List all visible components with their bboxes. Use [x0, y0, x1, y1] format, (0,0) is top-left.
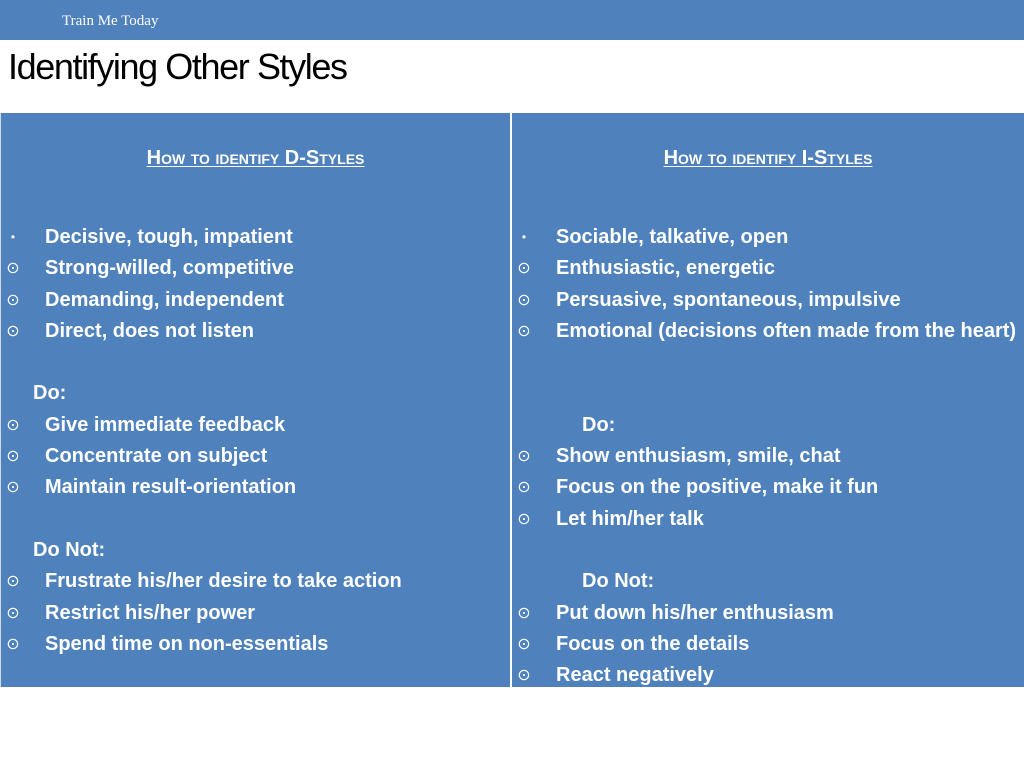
trait-text: Demanding, independent	[45, 288, 284, 311]
list-item	[512, 598, 1024, 629]
d-styles-column	[0, 113, 512, 689]
trait-text: Decisive, tough, impatient	[45, 226, 293, 248]
list-item	[1, 316, 510, 347]
list-item	[1, 222, 510, 253]
trait-text: Direct, does not listen	[45, 319, 254, 342]
do-not-subheading-row	[1, 535, 510, 566]
do-item-text: Focus on the positive, make it fun	[556, 476, 879, 499]
bullet-circle-dot-icon: ⊙	[517, 291, 531, 309]
spacer	[1, 504, 510, 535]
bullet-circle-dot-icon: ⊙	[517, 479, 531, 497]
d-styles-heading: How to identify D-Styles	[146, 147, 365, 169]
i-styles-heading: How to identify I-Styles	[663, 147, 873, 169]
trait-text: Persuasive, spontaneous, impulsive	[556, 288, 901, 311]
do-not-subheading-row	[512, 566, 1024, 597]
bullet-circle-dot-icon: ⊙	[517, 604, 531, 622]
list-item	[512, 660, 1024, 689]
bullet-circle-dot-icon: ⊙	[517, 635, 531, 653]
styles-table	[0, 111, 1024, 687]
do-not-item-text: Spend time on non-essentials	[45, 632, 329, 655]
list-item	[1, 410, 510, 441]
do-subheading-row	[512, 410, 1024, 441]
bullet-circle-dot-icon: ⊙	[6, 448, 20, 466]
do-item-text: Let him/her talk	[556, 507, 704, 530]
list-item	[1, 629, 510, 660]
do-item-text: Show enthusiasm, smile, chat	[556, 445, 841, 468]
list-item	[1, 253, 510, 284]
bullet-circle-dot-icon: ⊙	[6, 635, 20, 653]
list-item	[1, 441, 510, 472]
slide-title: Identifying Other Styles	[8, 46, 347, 87]
trait-text: Strong-willed, competitive	[45, 257, 294, 280]
bullet-dot-icon: •	[521, 230, 527, 244]
list-item	[512, 441, 1024, 472]
list-item	[512, 504, 1024, 535]
brand-label: Train Me Today	[62, 13, 159, 29]
list-item	[512, 629, 1024, 660]
do-not-label: Do Not:	[582, 570, 655, 593]
list-item	[1, 285, 510, 316]
do-item-text: Maintain result-orientation	[45, 476, 297, 499]
do-item-text: Concentrate on subject	[45, 445, 268, 468]
do-label: Do:	[582, 413, 616, 436]
bullet-circle-dot-icon: ⊙	[6, 573, 20, 591]
bullet-circle-dot-icon: ⊙	[517, 448, 531, 466]
do-not-label: Do Not:	[33, 538, 106, 561]
bullet-circle-dot-icon: ⊙	[517, 510, 531, 528]
do-label: Do:	[33, 382, 67, 405]
do-not-item-text: React negatively	[556, 664, 714, 687]
bullet-circle-dot-icon: ⊙	[6, 322, 20, 340]
trait-text: Enthusiastic, energetic	[556, 257, 775, 280]
i-styles-column	[512, 113, 1024, 689]
do-subheading-row	[1, 378, 510, 409]
list-item	[1, 472, 510, 503]
list-item	[512, 285, 1024, 316]
do-item-text: Give immediate feedback	[45, 413, 286, 436]
spacer	[1, 347, 510, 378]
bullet-circle-dot-icon: ⊙	[6, 291, 20, 309]
do-not-item-text: Frustrate his/her desire to take action	[45, 570, 402, 593]
list-item	[512, 472, 1024, 503]
bullet-circle-dot-icon: ⊙	[6, 416, 20, 434]
i-styles-body	[512, 222, 1024, 689]
spacer	[512, 535, 1024, 566]
bullet-dot-icon: •	[10, 230, 16, 244]
list-item	[1, 598, 510, 629]
list-item	[512, 253, 1024, 284]
list-item	[512, 222, 1024, 253]
d-styles-body	[1, 222, 510, 660]
bullet-circle-dot-icon: ⊙	[6, 479, 20, 497]
bullet-circle-dot-icon: ⊙	[517, 260, 531, 278]
bullet-circle-dot-icon: ⊙	[6, 260, 20, 278]
do-not-item-text: Restrict his/her power	[45, 601, 256, 624]
spacer	[512, 378, 1024, 409]
trait-text: Emotional (decisions often made from the heart)	[556, 319, 1017, 342]
bullet-circle-dot-icon: ⊙	[6, 604, 20, 622]
do-not-item-text: Put down his/her enthusiasm	[556, 601, 834, 624]
bullet-circle-dot-icon: ⊙	[517, 322, 531, 340]
bullet-circle-dot-icon: ⊙	[517, 667, 531, 685]
do-not-item-text: Focus on the details	[556, 632, 750, 655]
slide-footer-area	[0, 687, 1024, 768]
list-item	[1, 566, 510, 597]
trait-text: Sociable, talkative, open	[556, 226, 789, 248]
list-item	[512, 316, 1024, 379]
top-banner	[0, 0, 1024, 40]
